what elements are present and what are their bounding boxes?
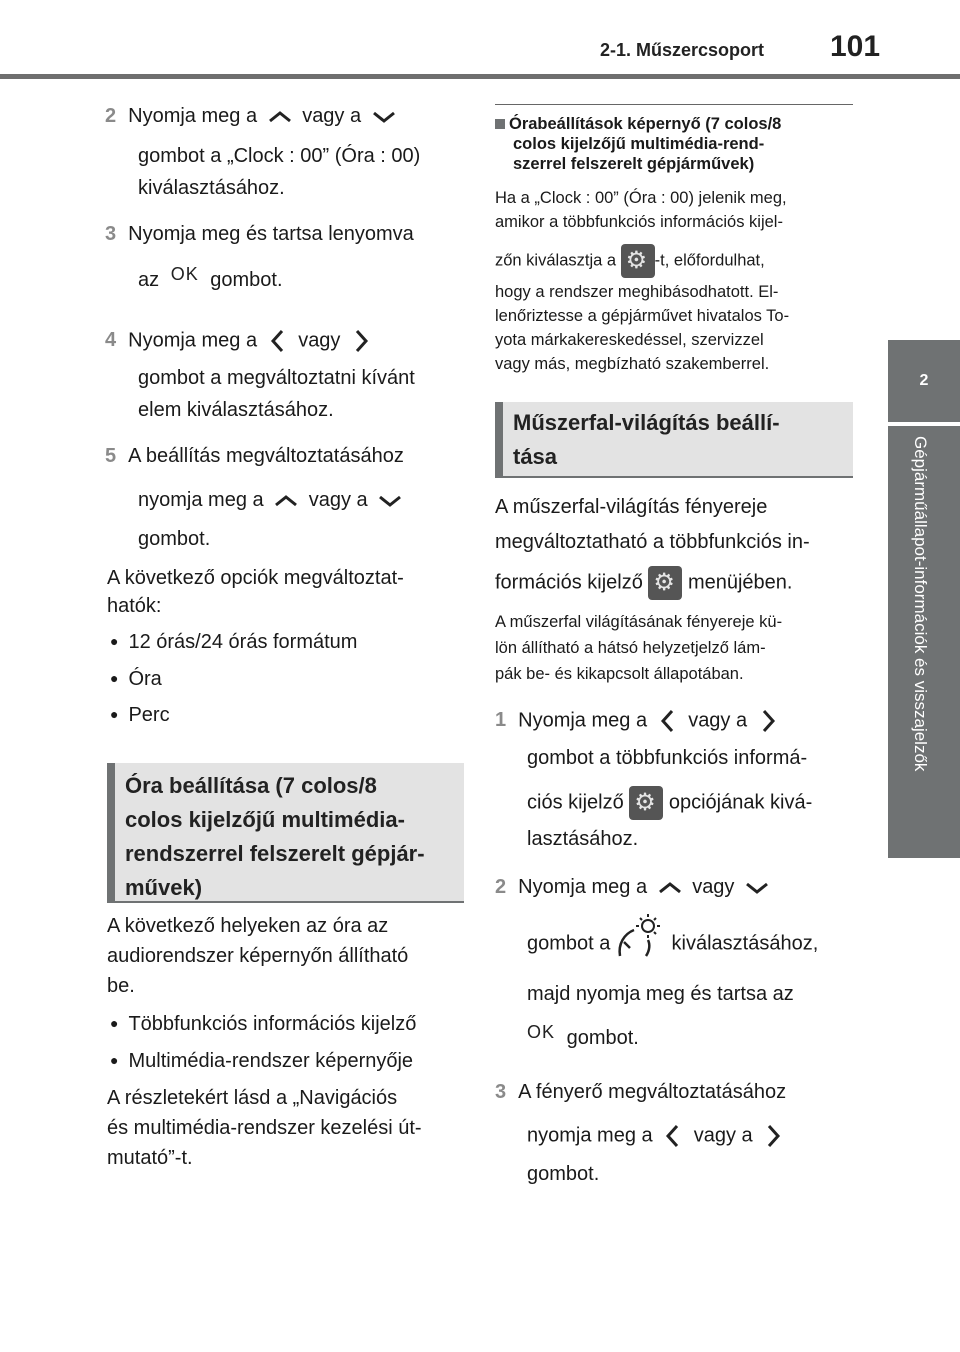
chevron-down-icon bbox=[367, 107, 401, 127]
chevron-left-icon bbox=[653, 706, 683, 736]
section-title: 2-1. Műszercsoport bbox=[600, 40, 765, 60]
step-3 bbox=[105, 222, 414, 246]
body-text: A részletekért lásd a „Navigációs bbox=[107, 1087, 398, 1109]
step-1 bbox=[495, 706, 783, 736]
note-text: amikor a többfunkciós információs kijel- bbox=[495, 213, 783, 231]
header-rule bbox=[0, 74, 960, 79]
step-4 bbox=[105, 326, 376, 356]
step-text bbox=[138, 264, 283, 292]
gear-icon bbox=[629, 786, 663, 820]
step-number: 2 bbox=[105, 105, 117, 127]
step-text: gombot a bbox=[527, 932, 611, 955]
chevron-right-icon bbox=[346, 326, 376, 356]
gear-icon bbox=[621, 244, 655, 278]
chevron-right-icon bbox=[758, 1121, 788, 1151]
heading-line: colos kijelzőjű multimédia- bbox=[125, 807, 405, 832]
body-text: formációs kijelző bbox=[495, 571, 643, 594]
step-number: 3 bbox=[105, 223, 117, 245]
step-text: gombot. bbox=[566, 1027, 639, 1049]
list-item: ● Multimédia-rendszer képernyője bbox=[110, 1049, 413, 1074]
section-heading-box bbox=[495, 402, 853, 478]
chevron-down-icon bbox=[373, 491, 407, 511]
step-text: kiválasztásához. bbox=[138, 177, 285, 199]
heading-line: Óra beállítása (7 colos/8 bbox=[125, 773, 377, 798]
note-title-line: szerrel felszerelt gépjárművek) bbox=[513, 155, 755, 173]
chapter-tab-text: Gépjárműállapot-információk és visszajelzők bbox=[911, 436, 930, 772]
step-2 bbox=[105, 104, 401, 128]
chevron-up-icon bbox=[653, 878, 687, 898]
step-text: elem kiválasztásához. bbox=[138, 399, 334, 421]
step-text: gombot. bbox=[210, 269, 283, 291]
step-text: opciójának kivá- bbox=[668, 791, 813, 814]
step-text: A beállítás megváltoztatásához bbox=[128, 445, 404, 467]
step-text: kiválasztásához, bbox=[671, 932, 819, 955]
note-text: pák be- és kikapcsolt állapotában. bbox=[495, 665, 744, 683]
chevron-left-icon bbox=[658, 1121, 688, 1151]
chapter-tab-number: 2 bbox=[888, 340, 960, 422]
body-text: mutató”-t. bbox=[107, 1147, 193, 1169]
step-text: Nyomja meg a bbox=[128, 329, 258, 352]
list-item: ● Perc bbox=[110, 703, 170, 728]
ok-icon: OK bbox=[170, 264, 199, 284]
step-text: vagy a bbox=[693, 1124, 753, 1147]
step-text: vagy bbox=[692, 876, 735, 898]
step-text: gombot a „Clock : 00” (Óra : 00) bbox=[138, 145, 421, 167]
body-text: hatók: bbox=[107, 595, 162, 617]
step-text bbox=[138, 488, 407, 512]
note-text: lenőriztesse a gépjárművet hivatalos To- bbox=[495, 307, 790, 325]
body-text bbox=[495, 566, 792, 600]
heading-line: művek) bbox=[125, 875, 203, 900]
note-title bbox=[495, 114, 781, 134]
ok-icon: OK bbox=[527, 1022, 556, 1042]
note-text bbox=[495, 244, 765, 278]
step-text bbox=[527, 1121, 788, 1151]
step-text: gombot a megváltoztatni kívánt bbox=[138, 367, 415, 389]
step-number: 3 bbox=[495, 1081, 507, 1103]
heading-line: Műszerfal-világítás beállí- bbox=[513, 410, 780, 435]
chevron-left-icon bbox=[263, 326, 293, 356]
step-text: Nyomja meg a bbox=[518, 876, 648, 898]
step-text: Nyomja meg a bbox=[128, 105, 258, 127]
step-text: Nyomja meg a bbox=[518, 709, 648, 732]
note-text: hogy a rendszer meghibásodhatott. El- bbox=[495, 283, 779, 301]
body-text: menüjében. bbox=[687, 571, 793, 594]
page-number: 101 bbox=[830, 30, 881, 63]
section-heading bbox=[115, 763, 464, 911]
step-text: ciós kijelző bbox=[527, 791, 624, 814]
body-text: audiorendszer képernyőn állítható bbox=[107, 945, 409, 967]
chevron-down-icon bbox=[740, 878, 774, 898]
section-heading-box bbox=[107, 763, 464, 903]
note-text: lön állítható a hátsó helyzetjelző lám- bbox=[495, 639, 766, 657]
step-number: 4 bbox=[105, 329, 117, 352]
step-number: 1 bbox=[495, 709, 507, 732]
list-item: ● Többfunkciós információs kijelző bbox=[110, 1012, 416, 1037]
heading-line: rendszerrel felszerelt gépjár- bbox=[125, 841, 425, 866]
body-text: megváltoztatható a többfunkciós in- bbox=[495, 531, 810, 553]
step-number: 5 bbox=[105, 445, 117, 467]
step-text bbox=[527, 928, 818, 960]
step-text: vagy a bbox=[308, 489, 368, 511]
step-text bbox=[527, 786, 812, 820]
step-text: gombot. bbox=[138, 528, 211, 550]
body-text: A műszerfal-világítás fényereje bbox=[495, 496, 768, 518]
note-rule bbox=[495, 104, 853, 105]
step-text: gombot a többfunkciós informá- bbox=[527, 747, 808, 769]
note-text: -t, előfordulhat, bbox=[654, 251, 765, 270]
chevron-up-icon bbox=[263, 107, 297, 127]
step-text: A fényerő megváltoztatásához bbox=[518, 1081, 787, 1103]
step-text: vagy a bbox=[302, 105, 362, 127]
section-heading bbox=[503, 402, 853, 478]
step-text: lasztásához. bbox=[527, 828, 639, 850]
note-title-line: colos kijelzőjű multimédia-rend- bbox=[513, 135, 765, 153]
note-text: yota márkakereskedéssel, szervizzel bbox=[495, 331, 764, 349]
body-text: A következő opciók megváltoztat- bbox=[107, 567, 404, 589]
step-text: gombot. bbox=[527, 1163, 600, 1185]
step-5 bbox=[105, 444, 404, 468]
brightness-icon bbox=[616, 912, 666, 960]
list-item: ● 12 órás/24 órás formátum bbox=[110, 630, 357, 655]
gear-icon bbox=[648, 566, 682, 600]
body-text: és multimédia-rendszer kezelési út- bbox=[107, 1117, 422, 1139]
step-text bbox=[527, 1022, 639, 1050]
step-text: vagy a bbox=[688, 709, 748, 732]
note-text: A műszerfal világításának fényereje kü- bbox=[495, 613, 783, 631]
square-bullet-icon bbox=[495, 119, 505, 129]
step-text: nyomja meg a bbox=[527, 1124, 653, 1147]
note-title-line: Órabeállítások képernyő (7 colos/8 bbox=[509, 115, 782, 133]
step-text: vagy bbox=[298, 329, 341, 352]
body-text: be. bbox=[107, 975, 135, 997]
step-2 bbox=[495, 875, 774, 899]
step-text: az bbox=[138, 269, 160, 291]
note-text: zőn kiválasztja a bbox=[495, 251, 617, 270]
body-text: A következő helyeken az óra az bbox=[107, 915, 389, 937]
chevron-up-icon bbox=[269, 491, 303, 511]
step-text: majd nyomja meg és tartsa az bbox=[527, 983, 794, 1005]
step-3 bbox=[495, 1080, 786, 1104]
note-text: Ha a „Clock : 00” (Óra : 00) jelenik meg, bbox=[495, 189, 787, 207]
heading-line: tása bbox=[513, 444, 558, 469]
chevron-right-icon bbox=[753, 706, 783, 736]
step-text: Nyomja meg és tartsa lenyomva bbox=[128, 223, 414, 245]
step-number: 2 bbox=[495, 876, 507, 898]
list-item: ● Óra bbox=[110, 667, 162, 692]
note-text: vagy más, megbízható szakemberrel. bbox=[495, 355, 770, 373]
step-text: nyomja meg a bbox=[138, 489, 264, 511]
